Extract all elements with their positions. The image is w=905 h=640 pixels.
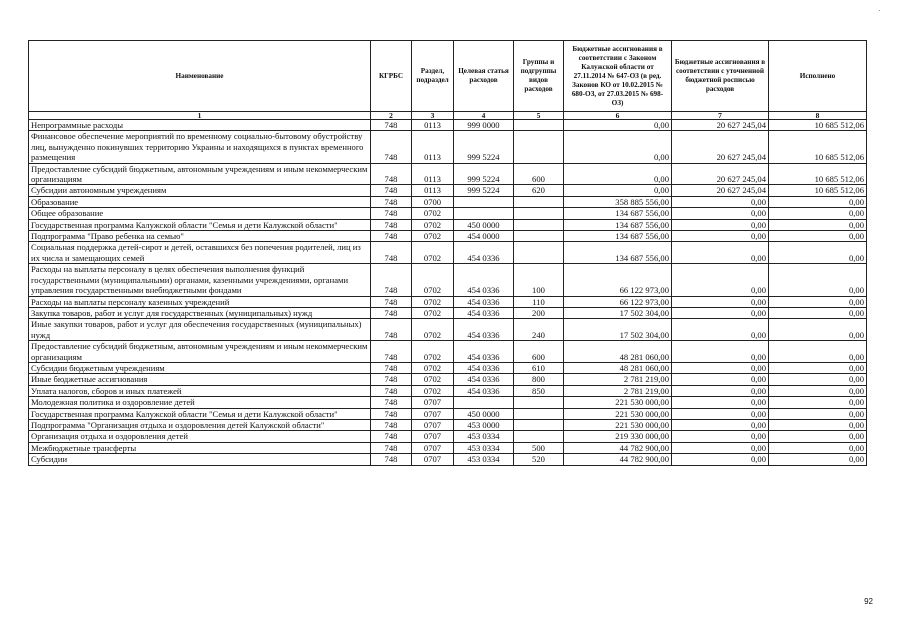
- row-article: 454 0336: [454, 341, 514, 363]
- row-executed: 0,00: [769, 196, 867, 207]
- row-law-allocation: 2 781 219,00: [564, 374, 672, 385]
- row-law-allocation: 358 885 556,00: [564, 196, 672, 207]
- row-law-allocation: 221 530 000,00: [564, 408, 672, 419]
- row-law-allocation: 0,00: [564, 120, 672, 131]
- row-executed: 0,00: [769, 208, 867, 219]
- row-name: Расходы на выплаты персоналу казенных учреждений: [29, 296, 371, 307]
- row-law-allocation: 2 781 219,00: [564, 385, 672, 396]
- row-group: [514, 431, 564, 442]
- row-refined-allocation: 0,00: [672, 408, 769, 419]
- row-section: 0702: [412, 219, 454, 230]
- row-law-allocation: 134 687 556,00: [564, 208, 672, 219]
- row-refined-allocation: 0,00: [672, 219, 769, 230]
- table-row: [29, 208, 867, 219]
- header-article: Целевая статья расходов: [454, 41, 514, 112]
- table-row: [29, 242, 867, 264]
- row-law-allocation: 221 530 000,00: [564, 419, 672, 430]
- row-law-allocation: 17 502 304,00: [564, 319, 672, 341]
- row-kgrbs: 748: [371, 408, 412, 419]
- row-refined-allocation: 20 627 245,04: [672, 185, 769, 196]
- row-name: Социальная поддержка детей-сирот и детей, оставшихся без попечения родителей, лиц из их числа и замещающих семей: [29, 242, 371, 264]
- row-executed: 0,00: [769, 219, 867, 230]
- row-law-allocation: 17 502 304,00: [564, 307, 672, 318]
- row-name: Расходы на выплаты персоналу в целях обеспечения выполнения функций государственными (муниципальными) органами, казенными учреждениями, органами управления государственными внебюджетными фондами: [29, 264, 371, 296]
- table-row: [29, 264, 867, 296]
- row-law-allocation: 66 122 973,00: [564, 296, 672, 307]
- row-kgrbs: 748: [371, 385, 412, 396]
- row-article: 454 0336: [454, 296, 514, 307]
- table-row: [29, 419, 867, 430]
- row-executed: 0,00: [769, 362, 867, 373]
- header-name: Наименование: [29, 41, 371, 112]
- row-executed: 0,00: [769, 419, 867, 430]
- row-law-allocation: 134 687 556,00: [564, 231, 672, 242]
- row-name: Подпрограмма "Право ребенка на семью": [29, 231, 371, 242]
- row-section: 0707: [412, 454, 454, 465]
- row-executed: 0,00: [769, 442, 867, 453]
- row-refined-allocation: 0,00: [672, 362, 769, 373]
- row-section: 0113: [412, 120, 454, 131]
- row-group: [514, 131, 564, 163]
- row-section: 0702: [412, 319, 454, 341]
- row-refined-allocation: 20 627 245,04: [672, 131, 769, 163]
- row-executed: 0,00: [769, 264, 867, 296]
- row-section: 0702: [412, 362, 454, 373]
- row-group: 100: [514, 264, 564, 296]
- row-section: 0113: [412, 131, 454, 163]
- row-refined-allocation: 0,00: [672, 442, 769, 453]
- header-kgrbs: КГРБС: [371, 41, 412, 112]
- row-kgrbs: 748: [371, 319, 412, 341]
- row-article: 454 0336: [454, 319, 514, 341]
- row-name: Государственная программа Калужской области "Семья и дети Калужской области": [29, 219, 371, 230]
- row-name: Уплата налогов, сборов и иных платежей: [29, 385, 371, 396]
- row-law-allocation: 134 687 556,00: [564, 242, 672, 264]
- table-row: [29, 362, 867, 373]
- row-refined-allocation: 0,00: [672, 397, 769, 408]
- column-number: 3: [412, 112, 454, 120]
- row-refined-allocation: 0,00: [672, 208, 769, 219]
- row-kgrbs: 748: [371, 242, 412, 264]
- row-article: 450 0000: [454, 408, 514, 419]
- row-refined-allocation: 0,00: [672, 296, 769, 307]
- row-section: 0707: [412, 408, 454, 419]
- row-article: [454, 208, 514, 219]
- row-article: 999 5224: [454, 185, 514, 196]
- row-section: 0702: [412, 385, 454, 396]
- row-group: 620: [514, 185, 564, 196]
- budget-table: [28, 40, 867, 466]
- row-law-allocation: 0,00: [564, 131, 672, 163]
- row-group: 600: [514, 341, 564, 363]
- row-law-allocation: 219 330 000,00: [564, 431, 672, 442]
- row-kgrbs: 748: [371, 419, 412, 430]
- row-group: [514, 219, 564, 230]
- header-section: Раздел, подраздел: [412, 41, 454, 112]
- row-executed: 10 685 512,06: [769, 185, 867, 196]
- table-row: [29, 131, 867, 163]
- row-law-allocation: 44 782 900,00: [564, 442, 672, 453]
- row-kgrbs: 748: [371, 196, 412, 207]
- header-refined-allocation: Бюджетные ассигнования в соответствии с уточненной бюджетной росписью расходов: [672, 41, 769, 112]
- row-article: 454 0000: [454, 231, 514, 242]
- column-number: 4: [454, 112, 514, 120]
- row-law-allocation: 134 687 556,00: [564, 219, 672, 230]
- row-article: [454, 196, 514, 207]
- table-row: [29, 231, 867, 242]
- column-number-row: [29, 112, 867, 120]
- row-section: 0702: [412, 374, 454, 385]
- row-group: [514, 208, 564, 219]
- row-article: 454 0336: [454, 385, 514, 396]
- table-row: [29, 385, 867, 396]
- column-number: 2: [371, 112, 412, 120]
- row-refined-allocation: 0,00: [672, 242, 769, 264]
- row-article: 453 0334: [454, 454, 514, 465]
- row-name: Закупка товаров, работ и услуг для государственных (муниципальных) нужд: [29, 307, 371, 318]
- row-name: Субсидии: [29, 454, 371, 465]
- row-refined-allocation: 0,00: [672, 264, 769, 296]
- row-kgrbs: 748: [371, 231, 412, 242]
- row-executed: 0,00: [769, 231, 867, 242]
- row-name: Субсидии автономным учреждениям: [29, 185, 371, 196]
- row-article: 450 0000: [454, 219, 514, 230]
- row-section: 0702: [412, 307, 454, 318]
- table-row: [29, 120, 867, 131]
- row-name: Непрограммные расходы: [29, 120, 371, 131]
- row-refined-allocation: 0,00: [672, 319, 769, 341]
- row-group: 600: [514, 163, 564, 185]
- table-row: [29, 454, 867, 465]
- row-group: 520: [514, 454, 564, 465]
- row-executed: 0,00: [769, 307, 867, 318]
- row-name: Образование: [29, 196, 371, 207]
- row-name: Подпрограмма "Организация отдыха и оздоровления детей Калужской области": [29, 419, 371, 430]
- row-executed: 0,00: [769, 408, 867, 419]
- row-section: 0702: [412, 296, 454, 307]
- row-law-allocation: 48 281 060,00: [564, 362, 672, 373]
- row-law-allocation: 0,00: [564, 185, 672, 196]
- table-row: [29, 219, 867, 230]
- row-executed: 0,00: [769, 341, 867, 363]
- column-number: 5: [514, 112, 564, 120]
- table-row: [29, 307, 867, 318]
- row-law-allocation: 48 281 060,00: [564, 341, 672, 363]
- table-row: [29, 196, 867, 207]
- row-executed: 0,00: [769, 374, 867, 385]
- row-section: 0702: [412, 231, 454, 242]
- row-kgrbs: 748: [371, 163, 412, 185]
- row-section: 0113: [412, 185, 454, 196]
- table-row: [29, 163, 867, 185]
- header-executed: Исполнено: [769, 41, 867, 112]
- table-row: [29, 397, 867, 408]
- row-group: [514, 231, 564, 242]
- table-row: [29, 374, 867, 385]
- row-group: [514, 120, 564, 131]
- row-section: 0702: [412, 208, 454, 219]
- scan-mark: ·: [878, 6, 881, 15]
- row-name: Иные закупки товаров, работ и услуг для обеспечения государственных (муниципальных) нужд: [29, 319, 371, 341]
- row-article: 454 0336: [454, 362, 514, 373]
- row-refined-allocation: 0,00: [672, 419, 769, 430]
- row-kgrbs: 748: [371, 307, 412, 318]
- row-kgrbs: 748: [371, 341, 412, 363]
- row-executed: 10 685 512,06: [769, 120, 867, 131]
- row-refined-allocation: 0,00: [672, 385, 769, 396]
- row-law-allocation: 0,00: [564, 163, 672, 185]
- row-refined-allocation: 0,00: [672, 231, 769, 242]
- row-group: 610: [514, 362, 564, 373]
- row-kgrbs: 748: [371, 397, 412, 408]
- row-executed: 0,00: [769, 319, 867, 341]
- row-executed: 0,00: [769, 431, 867, 442]
- header-group: Группы и подгруппы видов расходов: [514, 41, 564, 112]
- column-number: 1: [29, 112, 371, 120]
- row-refined-allocation: 0,00: [672, 431, 769, 442]
- row-article: 999 5224: [454, 131, 514, 163]
- row-section: 0113: [412, 163, 454, 185]
- row-article: 454 0336: [454, 307, 514, 318]
- budget-report-sheet: [28, 40, 866, 466]
- column-number: 7: [672, 112, 769, 120]
- row-refined-allocation: 20 627 245,04: [672, 163, 769, 185]
- row-article: [454, 397, 514, 408]
- row-section: 0707: [412, 419, 454, 430]
- row-group: [514, 419, 564, 430]
- row-section: 0707: [412, 431, 454, 442]
- row-group: 110: [514, 296, 564, 307]
- row-article: 999 0000: [454, 120, 514, 131]
- table-row: [29, 319, 867, 341]
- table-header-row: [29, 41, 867, 112]
- row-name: Иные бюджетные ассигнования: [29, 374, 371, 385]
- row-refined-allocation: 0,00: [672, 196, 769, 207]
- row-kgrbs: 748: [371, 296, 412, 307]
- row-group: [514, 408, 564, 419]
- row-kgrbs: 748: [371, 131, 412, 163]
- row-name: Предоставление субсидий бюджетным, автономным учреждениям и иным некоммерческим организациям: [29, 341, 371, 363]
- row-article: 453 0334: [454, 442, 514, 453]
- row-article: 454 0336: [454, 264, 514, 296]
- row-section: 0707: [412, 442, 454, 453]
- table-body: [29, 120, 867, 466]
- row-refined-allocation: 0,00: [672, 307, 769, 318]
- row-group: 500: [514, 442, 564, 453]
- row-kgrbs: 748: [371, 219, 412, 230]
- header-law-allocation: Бюджетные ассигнования в соответствии с Законом Калужской области от 27.11.2014 № 647-ОЗ (в ред. Законов КО от 10.02.2015 № 680-ОЗ, от 27.03.2015 № 698-ОЗ): [564, 41, 672, 112]
- row-group: 800: [514, 374, 564, 385]
- row-group: 240: [514, 319, 564, 341]
- column-number: 8: [769, 112, 867, 120]
- table-row: [29, 442, 867, 453]
- table-row: [29, 408, 867, 419]
- row-kgrbs: 748: [371, 185, 412, 196]
- row-name: Организация отдыха и оздоровления детей: [29, 431, 371, 442]
- row-group: [514, 196, 564, 207]
- row-kgrbs: 748: [371, 208, 412, 219]
- row-law-allocation: 221 530 000,00: [564, 397, 672, 408]
- row-kgrbs: 748: [371, 431, 412, 442]
- page-number: 92: [864, 597, 873, 606]
- row-article: 453 0334: [454, 431, 514, 442]
- row-executed: 0,00: [769, 454, 867, 465]
- table-row: [29, 185, 867, 196]
- row-law-allocation: 66 122 973,00: [564, 264, 672, 296]
- row-name: Общее образование: [29, 208, 371, 219]
- row-article: 999 5224: [454, 163, 514, 185]
- row-article: 453 0000: [454, 419, 514, 430]
- column-number: 6: [564, 112, 672, 120]
- row-name: Финансовое обеспечение мероприятий по временному социально-бытовому обустройству лиц, вынужденно покинувших территорию Украины и находящихся в пунктах временного размещения: [29, 131, 371, 163]
- row-executed: 0,00: [769, 385, 867, 396]
- row-name: Молодежная политика и оздоровление детей: [29, 397, 371, 408]
- row-name: Государственная программа Калужской области "Семья и дети Калужской области": [29, 408, 371, 419]
- row-refined-allocation: 20 627 245,04: [672, 120, 769, 131]
- table-row: [29, 341, 867, 363]
- table-row: [29, 296, 867, 307]
- row-executed: 10 685 512,06: [769, 131, 867, 163]
- row-group: 200: [514, 307, 564, 318]
- row-executed: 10 685 512,06: [769, 163, 867, 185]
- row-name: Предоставление субсидий бюджетным, автономным учреждениям и иным некоммерческим организациям: [29, 163, 371, 185]
- row-name: Субсидии бюджетным учреждениям: [29, 362, 371, 373]
- row-law-allocation: 44 782 900,00: [564, 454, 672, 465]
- row-name: Межбюджетные трансферты: [29, 442, 371, 453]
- row-refined-allocation: 0,00: [672, 341, 769, 363]
- row-group: [514, 242, 564, 264]
- row-kgrbs: 748: [371, 454, 412, 465]
- row-section: 0700: [412, 196, 454, 207]
- row-group: [514, 397, 564, 408]
- table-row: [29, 431, 867, 442]
- row-group: 850: [514, 385, 564, 396]
- row-executed: 0,00: [769, 242, 867, 264]
- row-kgrbs: 748: [371, 442, 412, 453]
- row-refined-allocation: 0,00: [672, 454, 769, 465]
- row-executed: 0,00: [769, 397, 867, 408]
- row-section: 0707: [412, 397, 454, 408]
- row-kgrbs: 748: [371, 264, 412, 296]
- row-kgrbs: 748: [371, 362, 412, 373]
- row-article: 454 0336: [454, 242, 514, 264]
- row-refined-allocation: 0,00: [672, 374, 769, 385]
- row-kgrbs: 748: [371, 120, 412, 131]
- row-section: 0702: [412, 264, 454, 296]
- row-article: 454 0336: [454, 374, 514, 385]
- row-executed: 0,00: [769, 296, 867, 307]
- row-kgrbs: 748: [371, 374, 412, 385]
- row-section: 0702: [412, 341, 454, 363]
- row-section: 0702: [412, 242, 454, 264]
